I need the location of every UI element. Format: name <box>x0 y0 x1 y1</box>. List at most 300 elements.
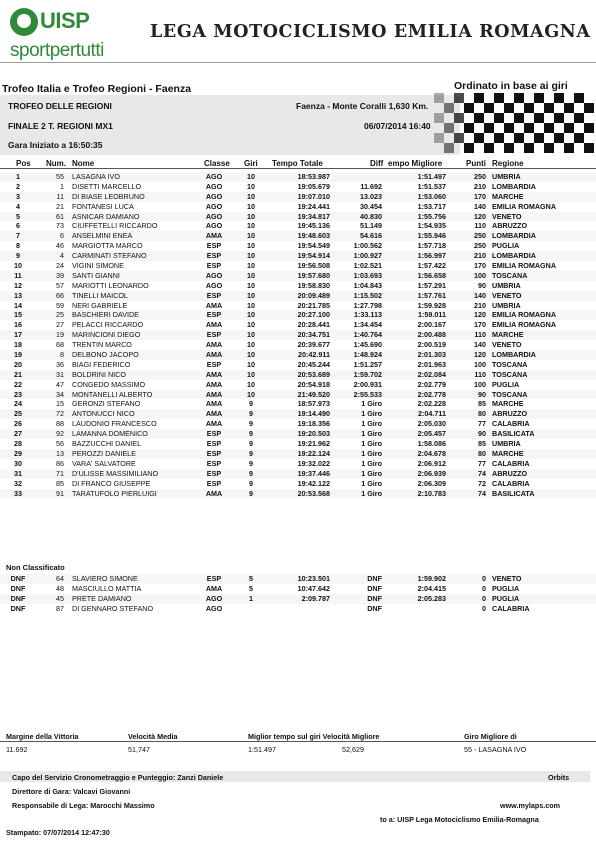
cell-laps: 10 <box>247 181 255 191</box>
footer-bar <box>0 771 590 782</box>
cell-class: ESP <box>206 251 222 261</box>
cell-class: AMA <box>205 369 223 379</box>
cell-region: BASILICATA <box>492 429 535 439</box>
cell-best: 2:04.678 <box>417 448 446 458</box>
cell-best: 2:05.457 <box>417 429 446 439</box>
cell-best: 1:59.928 <box>417 300 446 310</box>
cell-points: 85 <box>478 439 486 449</box>
cell-class: AGO <box>205 280 223 290</box>
cell-diff: DNF <box>367 574 382 583</box>
col-region: Regione <box>492 159 524 168</box>
cell-diff: 1:27.798 <box>353 300 382 310</box>
result-row <box>0 409 596 419</box>
cell-pos: 6 <box>16 221 20 231</box>
cell-best: 2:04.711 <box>418 409 446 419</box>
cell-pos: 33 <box>14 488 22 498</box>
cell-laps: 9 <box>249 458 253 468</box>
cell-region: MARCHE <box>492 448 524 458</box>
cell-laps: 10 <box>247 211 255 221</box>
cell-best: 1:51.537 <box>417 181 446 191</box>
result-row <box>0 202 596 212</box>
cell-best: 2:05.283 <box>417 593 446 603</box>
race-date: 06/07/2014 16:40 <box>364 121 431 131</box>
cell-class: AMA <box>205 419 223 429</box>
cell-pos: 17 <box>14 330 22 340</box>
cell-class: AMA <box>205 340 223 350</box>
cell-total: 20:39.677 <box>297 340 330 350</box>
cell-points: 100 <box>474 379 486 389</box>
cell-diff: 1 Giro <box>361 448 382 458</box>
cell-region: CALABRIA <box>492 603 530 613</box>
cell-region: MARCHE <box>492 399 524 409</box>
cell-region: PUGLIA <box>492 593 520 603</box>
header-divider <box>0 168 596 169</box>
cell-pos: 23 <box>14 389 22 399</box>
cell-pos: 30 <box>14 458 22 468</box>
cell-laps: 9 <box>249 488 253 498</box>
cell-best: 1:56.658 <box>417 270 446 280</box>
race-start: Gara Iniziato a 16:50:35 <box>8 140 103 150</box>
col-class: Classe <box>204 159 230 168</box>
cell-pos: 13 <box>14 290 22 300</box>
cell-num: 56 <box>56 439 64 449</box>
cell-laps: 9 <box>249 478 253 488</box>
cell-num: 8 <box>60 350 64 360</box>
cell-points: 120 <box>474 350 486 360</box>
track-location: Faenza - Monte Coralli 1,630 Km. <box>296 101 429 111</box>
league-manager: Responsabile di Lega: Marocchi Massimo <box>12 801 155 810</box>
cell-class: ESP <box>206 310 222 320</box>
cell-pos: 5 <box>16 211 20 221</box>
cell-laps: 10 <box>247 340 255 350</box>
cell-pos: 24 <box>14 399 22 409</box>
dnf-row <box>0 604 596 614</box>
cell-name: DISETTI MARCELLO <box>72 181 142 191</box>
cell-laps: 10 <box>247 241 255 251</box>
cell-region: CALABRIA <box>492 478 530 488</box>
cell-total: 19:22.124 <box>297 448 330 458</box>
cell-laps: 10 <box>247 369 255 379</box>
cell-num: 1 <box>60 181 64 191</box>
cell-points: 170 <box>474 261 486 271</box>
cell-class: AGO <box>205 603 223 613</box>
cell-name: LAMANNA DOMENICO <box>72 429 148 439</box>
cell-pos: 10 <box>14 261 22 271</box>
cell-points: 72 <box>478 478 486 488</box>
cell-class: ESP <box>206 330 222 340</box>
cell-diff: 1 Giro <box>361 488 382 498</box>
cell-points: 85 <box>478 399 486 409</box>
cell-region: ABRUZZO <box>492 409 528 419</box>
cell-pos: 20 <box>14 359 22 369</box>
site-link[interactable]: www.mylaps.com <box>500 801 561 810</box>
cell-name: NERI GABRIELE <box>72 300 128 310</box>
cell-diff: 1:51.257 <box>353 359 382 369</box>
cell-diff: 1:40.764 <box>353 330 382 340</box>
cell-num: 72 <box>56 409 64 419</box>
cell-diff: 1:34.454 <box>353 320 382 330</box>
cell-diff: 30.454 <box>360 201 382 211</box>
cell-name: ANSELMINI ENEA <box>72 231 133 241</box>
cell-class: AMA <box>205 399 223 409</box>
cell-laps: 10 <box>247 310 255 320</box>
cell-diff: DNF <box>367 583 382 593</box>
cell-total: 19:32.022 <box>297 458 330 468</box>
cell-laps: 9 <box>249 448 253 458</box>
cell-total: 20:53.568 <box>297 488 330 498</box>
cell-diff: 1 Giro <box>361 429 382 439</box>
cell-diff: 1:45.690 <box>353 340 382 350</box>
cell-pos: 8 <box>16 241 20 251</box>
cell-diff: 1 Giro <box>361 478 382 488</box>
cell-pos: 2 <box>16 181 20 191</box>
result-row <box>0 479 596 489</box>
cell-class: AMA <box>205 583 223 593</box>
cell-laps: 9 <box>249 429 253 439</box>
result-row <box>0 281 596 291</box>
cell-points: 0 <box>482 603 486 613</box>
result-row <box>0 172 596 182</box>
cell-num: 11 <box>56 191 64 201</box>
cell-region: PUGLIA <box>492 583 520 593</box>
dnf-row <box>0 594 596 604</box>
orbits-label: Orbits <box>548 773 570 782</box>
cell-total: 19:54.914 <box>297 251 330 261</box>
cell-best: 1:58.086 <box>417 439 446 449</box>
cell-name: BAZZUCCHI DANIEL <box>72 439 142 449</box>
cell-class: ESP <box>206 359 222 369</box>
col-best: empo Migliore <box>388 159 443 168</box>
cell-class: ESP <box>206 574 222 583</box>
result-row <box>0 182 596 192</box>
cell-name: ASNICAR DAMIANO <box>72 211 140 221</box>
cell-diff: 1:48.924 <box>353 350 382 360</box>
cell-total: 20:53.689 <box>297 369 330 379</box>
cell-total: 20:27.100 <box>297 310 330 320</box>
result-row <box>0 390 596 400</box>
cell-best: 2:10.783 <box>417 488 446 498</box>
cell-pos: 21 <box>14 369 22 379</box>
cell-total: 19:21.962 <box>297 439 330 449</box>
cell-region: ABRUZZO <box>492 221 528 231</box>
cell-total: 19:24.441 <box>297 201 330 211</box>
cell-class: AGO <box>205 593 223 603</box>
result-row <box>0 241 596 251</box>
cell-pos: DNF <box>10 603 26 613</box>
cell-pos: 25 <box>14 409 22 419</box>
cell-region: VENETO <box>492 290 522 300</box>
cell-best: 2:02.778 <box>417 389 446 399</box>
result-row <box>0 310 596 320</box>
cell-pos: 31 <box>14 468 22 478</box>
cell-laps: 10 <box>247 191 255 201</box>
cell-region: ABRUZZO <box>492 468 528 478</box>
cell-laps: 10 <box>247 389 255 399</box>
cell-points: 0 <box>482 583 486 593</box>
result-row <box>0 429 596 439</box>
cell-best: 1:59.011 <box>418 310 446 320</box>
cell-class: AGO <box>205 221 223 231</box>
licensed-to: to a: UISP Lega Motociclismo Emilia-Romagna <box>380 815 539 824</box>
cell-pos: 7 <box>16 231 20 241</box>
cell-name: DI GENNARO STEFANO <box>72 603 154 613</box>
cell-region: PUGLIA <box>492 379 520 389</box>
cell-total: 19:18.356 <box>297 419 330 429</box>
cell-class: AMA <box>205 488 223 498</box>
cell-laps: 9 <box>249 439 253 449</box>
cell-region: MARCHE <box>492 191 524 201</box>
cell-pos: 14 <box>14 300 22 310</box>
cell-laps: 5 <box>249 574 253 583</box>
cell-total: 20:09.489 <box>297 290 330 300</box>
chief-timekeeper: Capo del Servizio Cronometraggio e Punteggio: Zanzi Daniele <box>12 773 224 782</box>
cell-region: CALABRIA <box>492 458 530 468</box>
cell-diff: 2:55.533 <box>353 389 382 399</box>
cell-num: 86 <box>56 458 64 468</box>
cell-total: 19:48.603 <box>297 231 330 241</box>
bestlap-by-value: 55 - LASAGNA IVO <box>464 745 527 754</box>
result-row <box>0 301 596 311</box>
page-title: LEGA MOTOCICLISMO EMILIA ROMAGNA <box>150 22 591 42</box>
cell-best: 2:06.309 <box>417 478 446 488</box>
cell-points: 90 <box>478 389 486 399</box>
cell-best: 2:00.488 <box>417 330 446 340</box>
cell-points: 170 <box>474 191 486 201</box>
cell-num: 48 <box>56 583 64 593</box>
col-laps: Giri <box>244 159 258 168</box>
cell-num: 73 <box>56 221 64 231</box>
cell-num: 46 <box>56 241 64 251</box>
cell-diff: 1:02.521 <box>353 261 382 271</box>
cell-num: 66 <box>56 290 64 300</box>
col-name: Nome <box>72 159 95 168</box>
cell-region: TOSCANA <box>492 359 528 369</box>
cell-pos: 9 <box>16 251 20 261</box>
cell-best: 2:05.030 <box>417 419 446 429</box>
cell-best: 1:53.060 <box>417 191 446 201</box>
cell-class: ESP <box>206 429 222 439</box>
cell-class: AGO <box>205 211 223 221</box>
cell-class: AGO <box>205 201 223 211</box>
cell-num: 34 <box>56 389 64 399</box>
speed-value: 51,747 <box>128 745 150 754</box>
result-row <box>0 330 596 340</box>
cell-name: VIGINI SIMONE <box>72 261 124 271</box>
col-pos: Pos <box>16 159 31 168</box>
result-row <box>0 212 596 222</box>
cell-diff: 1:33.113 <box>354 310 382 320</box>
cell-best: 1:59.902 <box>417 574 446 583</box>
cell-num: 85 <box>56 478 64 488</box>
cell-region: VENETO <box>492 574 522 583</box>
cell-pos: 3 <box>16 191 20 201</box>
cell-points: 250 <box>474 241 486 251</box>
cell-best: 2:04.415 <box>417 583 446 593</box>
cell-region: LOMBARDIA <box>492 181 536 191</box>
cell-best: 1:55.756 <box>417 211 446 221</box>
cell-class: AMA <box>205 389 223 399</box>
cell-total: 19:45.136 <box>297 221 330 231</box>
cell-pos: 29 <box>14 448 22 458</box>
cell-class: AGO <box>205 172 223 181</box>
cell-points: 90 <box>478 429 486 439</box>
cell-laps: 10 <box>247 320 255 330</box>
cell-total: 21:49.520 <box>297 389 330 399</box>
cell-laps: 9 <box>249 409 253 419</box>
cell-class: AMA <box>205 300 223 310</box>
result-row <box>0 380 596 390</box>
logo-bottom-text: sportpertutti <box>10 40 104 61</box>
cell-laps: 9 <box>249 399 253 409</box>
cell-name: PEROZZI DANIELE <box>72 448 136 458</box>
cell-total: 20:45.244 <box>297 359 330 369</box>
result-row <box>0 231 596 241</box>
cell-best: 1:55.946 <box>417 231 446 241</box>
cell-name: BIAGI FEDERICO <box>72 359 131 369</box>
stats-divider <box>0 741 596 742</box>
cell-class: ESP <box>206 478 222 488</box>
cell-num: 6 <box>60 231 64 241</box>
uisp-emblem-icon <box>10 8 38 36</box>
cell-total: 19:37.446 <box>297 468 330 478</box>
cell-diff: 1 Giro <box>361 419 382 429</box>
cell-num: 55 <box>56 172 64 181</box>
cell-pos: 28 <box>14 439 22 449</box>
cell-diff: 11.692 <box>360 181 382 191</box>
result-row <box>0 469 596 479</box>
cell-diff: 51.149 <box>360 221 382 231</box>
cell-points: 110 <box>474 330 486 340</box>
cell-total: 19:05.679 <box>297 181 330 191</box>
cell-name: BOLDRINI NICO <box>72 369 126 379</box>
cell-class: ESP <box>206 241 222 251</box>
cell-pos: DNF <box>10 574 26 583</box>
cell-best: 2:00.167 <box>417 320 446 330</box>
cell-points: 170 <box>474 320 486 330</box>
cell-name: MARINCIONI DIEGO <box>72 330 141 340</box>
cell-class: AGO <box>205 181 223 191</box>
cell-name: TINELLI MAICOL <box>72 290 128 300</box>
cell-total: 18:57.973 <box>297 399 330 409</box>
cell-points: 80 <box>478 409 486 419</box>
cell-num: 87 <box>56 603 64 613</box>
cell-num: 27 <box>56 320 64 330</box>
cell-region: UMBRIA <box>492 300 521 310</box>
cell-region: EMILIA ROMAGNA <box>492 310 557 320</box>
cell-name: MARIOTTI LEONARDO <box>72 280 149 290</box>
cell-region: TOSCANA <box>492 270 528 280</box>
results-table <box>0 172 596 498</box>
result-row <box>0 439 596 449</box>
cell-num: 13 <box>56 448 64 458</box>
cell-diff: 1 Giro <box>361 399 382 409</box>
cell-name: D'ULISSE MASSIMILIANO <box>72 468 159 478</box>
cell-class: ESP <box>206 468 222 478</box>
cell-pos: 1 <box>16 172 20 181</box>
cell-region: UMBRIA <box>492 172 521 181</box>
cell-total: 10:47.642 <box>297 583 330 593</box>
cell-diff: 2:00.931 <box>353 379 382 389</box>
cell-name: PRETE DAMIANO <box>72 593 132 603</box>
cell-num: 45 <box>56 593 64 603</box>
cell-points: 140 <box>474 201 486 211</box>
result-row <box>0 360 596 370</box>
cell-points: 110 <box>474 369 486 379</box>
cell-points: 100 <box>474 270 486 280</box>
dnf-row <box>0 584 596 594</box>
cell-name: FONTANESI LUCA <box>72 201 134 211</box>
cell-num: 71 <box>56 468 64 478</box>
cell-laps: 10 <box>247 290 255 300</box>
divider <box>0 62 596 63</box>
cell-best: 1:57.291 <box>417 280 446 290</box>
cell-region: PUGLIA <box>492 241 520 251</box>
cell-region: BASILICATA <box>492 488 535 498</box>
cell-class: ESP <box>206 448 222 458</box>
cell-name: CIUFFETELLI RICCARDO <box>72 221 158 231</box>
cell-pos: 26 <box>14 419 22 429</box>
cell-num: 61 <box>56 211 64 221</box>
cell-num: 88 <box>56 419 64 429</box>
cell-total: 19:07.010 <box>297 191 330 201</box>
cell-class: AMA <box>205 350 223 360</box>
cell-diff: 1 Giro <box>361 458 382 468</box>
cell-pos: 11 <box>14 270 22 280</box>
cell-name: MASCIULLO MATTIA <box>72 583 142 593</box>
margin-label: Margine della Vittoria <box>6 732 79 741</box>
cell-best: 2:02.084 <box>417 369 446 379</box>
cell-pos: 18 <box>14 340 22 350</box>
cell-name: MONTANELLI ALBERTO <box>72 389 153 399</box>
cell-name: SLAVIERO SIMONE <box>72 574 138 583</box>
cell-points: 90 <box>478 280 486 290</box>
cell-points: 250 <box>474 172 486 181</box>
cell-pos: 15 <box>14 310 22 320</box>
cell-num: 47 <box>56 379 64 389</box>
cell-points: 140 <box>474 340 486 350</box>
cell-points: 210 <box>474 181 486 191</box>
cell-best: 2:01.303 <box>417 350 446 360</box>
logo-top-text: UISP <box>40 8 90 33</box>
cell-points: 140 <box>474 290 486 300</box>
cell-name: BASCHIERI DAVIDE <box>72 310 139 320</box>
cell-class: ESP <box>206 458 222 468</box>
non-classified-title: Non Classificato <box>6 563 65 572</box>
cell-class: ESP <box>206 290 222 300</box>
bestlap-by-label: Giro Migliore di <box>464 732 517 741</box>
cell-region: EMILIA ROMAGNA <box>492 320 557 330</box>
cell-diff: 1:03.693 <box>353 270 382 280</box>
trophy-name: TROFEO DELLE REGIONI <box>8 101 112 111</box>
cell-name: VARA' SALVATORE <box>72 458 136 468</box>
result-row <box>0 192 596 202</box>
cell-laps: 10 <box>247 270 255 280</box>
cell-region: TOSCANA <box>492 369 528 379</box>
cell-class: AGO <box>205 191 223 201</box>
cell-best: 2:02.779 <box>417 379 446 389</box>
cell-total: 19:54.549 <box>297 241 330 251</box>
cell-num: 59 <box>56 300 64 310</box>
result-row <box>0 459 596 469</box>
result-row <box>0 251 596 261</box>
cell-name: GERONZI STEFANO <box>72 399 141 409</box>
cell-diff: 1 Giro <box>361 409 382 419</box>
col-diff: Diff <box>370 159 384 168</box>
cell-num: 19 <box>56 330 64 340</box>
cell-num: 21 <box>56 201 64 211</box>
race-info-box <box>0 95 460 155</box>
cell-diff: DNF <box>367 603 382 613</box>
